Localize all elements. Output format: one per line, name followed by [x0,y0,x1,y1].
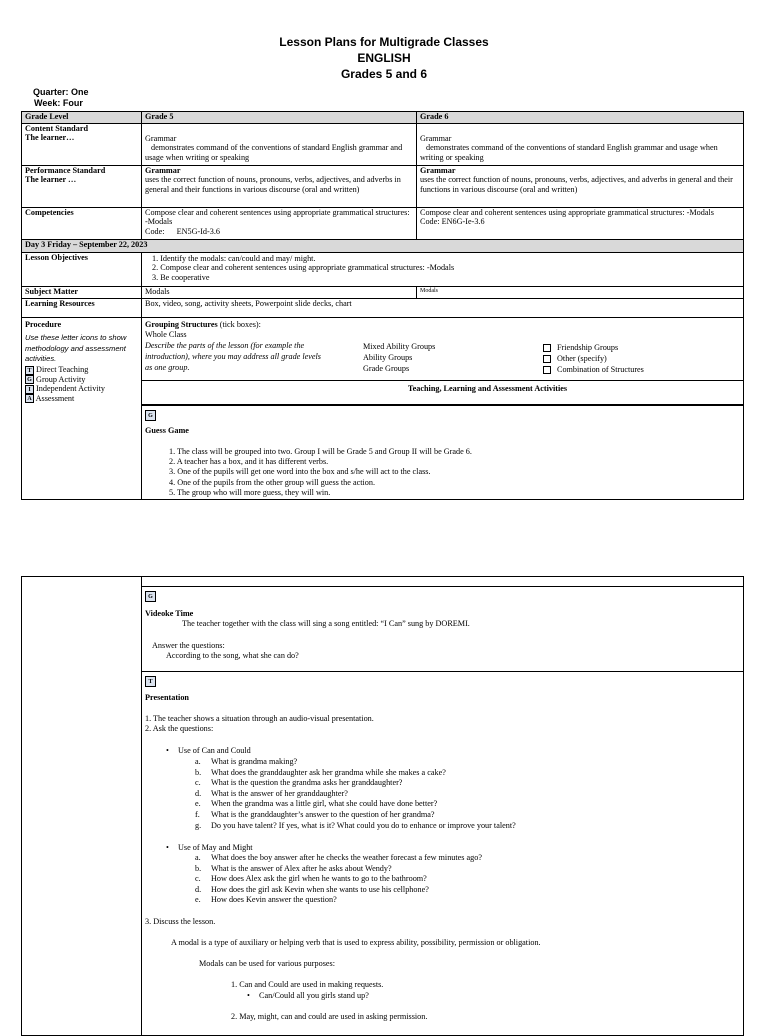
presentation-step: 1. The teacher shows a situation through an audio-visual presentation. [145,714,374,723]
day-row-text: Day 3 Friday – September 22, 2023 [25,240,148,249]
question-item: What is the granddaughter’s answer to the question of her grandma? [211,809,435,819]
legend-independent-activity [25,384,138,394]
legend-label: Group Activity [36,374,86,384]
activity-step: 3. One of the pupils will get one word into the box and s/he will act to the class. [169,467,431,477]
modal-definition: A modal is a type of auxiliary or helping verb that is used to express ability, possibility, permission or obligation. [171,938,541,947]
learning-resources-label [21,298,142,318]
competencies-g6-code: Code: EN6G-Ie-3.6 [420,217,485,227]
can-could-questions [195,757,516,831]
content-standard-g6 [416,123,744,166]
videoke-cell [141,586,744,672]
activity-step: 5. The group who will more guess, they will win. [169,487,331,497]
checkbox[interactable] [543,366,551,374]
procedure-label-cell [21,317,142,500]
content-standard-g5-title: Grammar [145,134,177,143]
modal-use: 2. May, might, can and could are used in asking permission. [231,1012,428,1021]
document-grades: Grades 5 and 6 [340,67,428,81]
performance-standard-g6-text: uses the correct function of nouns, pronouns, verbs, adjectives, and adverbs in general and their functions in various discourse (oral and written) [420,175,733,194]
independent-activity-icon: I [25,385,34,394]
legend-direct-teaching [25,365,138,375]
competencies-g5-text: Compose clear and coherent sentences using appropriate grammatical structures: -Modals [145,208,410,227]
option-friendship-groups[interactable] [543,343,618,353]
grouping-title: Grouping Structures [145,320,218,329]
legend-label: Assessment [35,393,75,403]
direct-teaching-icon: T [145,676,156,687]
videoke-line: The teacher together with the class will sing a song entitled: “I Can” sung by DOREMI. [182,619,470,628]
competencies-label [21,207,142,240]
procedure-title: Procedure [25,320,62,329]
modal-example: • Can/Could all you girls stand up? [259,991,369,1001]
competencies-g5 [141,207,417,240]
content-standard-g5-text: demonstrates command of the conventions of standard English grammar and usage when writing or speaking [145,143,403,162]
document-header [0,34,768,82]
grouping-hint: (tick boxes): [217,320,261,329]
question-item: What is grandma making? [211,757,298,766]
item-letter: c. [195,874,201,884]
describe-text: Describe the parts of the lesson (for example the introduction), where you may address all grade levels as one group. [145,341,321,372]
question-item: When the grandma was a little girl, what she could have done better? [211,799,438,809]
header-grade5-text: Grade 5 [145,112,174,121]
subject-matter-g5-text: Modals [145,287,170,296]
day-row [21,239,744,253]
legend-label: Direct Teaching [36,364,89,374]
procedure-note: Use these letter icons to show methodology and assessment activities. [25,333,127,364]
item-letter: b. [195,863,202,873]
direct-teaching-icon: T [25,366,34,375]
content-standard-title: Content Standard [25,124,89,133]
competencies-title: Competencies [25,208,74,217]
guess-game-title: Guess Game [145,426,189,435]
question-item: What is the question the grandma asks her granddaughter? [211,778,403,788]
question-item: How does Alex ask the girl when he wants to go to the bathroom? [211,874,427,884]
question-item: How does the girl ask Kevin when she wants to use his cellphone? [211,884,429,894]
whole-class-label: Whole Class [145,330,187,339]
competencies-g6 [416,207,744,240]
option-label: Combination of Structures [557,365,644,374]
item-letter: f. [195,809,200,819]
question-item: Do you have talent? If yes, what is it? What could you do to enhance or improve your talent? [211,820,516,830]
option-ability-groups: Ability Groups [363,353,413,362]
modal-use: 1. Can and Could are used in making requests. [231,980,384,989]
content-standard-label [21,123,142,166]
continued-left-cell [21,576,142,1036]
group-activity-icon: G [25,375,34,384]
option-label: Friendship Groups [557,343,619,352]
content-standard-g6-text: demonstrates command of the conventions of standard English grammar and usage when writing or speaking [420,143,718,162]
grouping-structures [145,320,261,330]
objective-item: 3. Be cooperative [152,272,210,282]
week-label: Week: Four [34,98,83,108]
checkbox[interactable] [543,355,551,363]
performance-standard-g5 [141,165,417,208]
group-activity-icon: G [145,410,156,421]
objective-item: 1. Identify the modals: can/could and may/ might. [152,254,316,263]
item-letter: d. [195,884,202,894]
competencies-g5-code: EN5G-Id-3.6 [176,226,220,236]
presentation-step: 3. Discuss the lesson. [145,917,216,926]
tla-heading-row [142,380,743,405]
guess-game-icon-wrap [145,410,156,421]
quarter-week [33,87,89,109]
document-subject: ENGLISH [357,51,411,65]
legend-label: Independent Activity [36,384,105,394]
tla-divider [142,405,743,406]
performance-standard-g6-title: Grammar [420,166,456,175]
bullet-may-might: • Use of May and Might [178,843,253,853]
option-label: Other (specify) [557,354,607,363]
objective-item: 2. Compose clear and coherent sentences using appropriate grammatical structures: -Modals [152,263,455,273]
performance-standard-sublabel: The learner … [25,175,77,185]
activity-step: 4. One of the pupils from the other group will guess the action. [169,477,376,487]
guess-game-steps [169,447,472,498]
tla-heading: Teaching, Learning and Assessment Activities [407,384,568,393]
option-other[interactable] [543,354,607,364]
content-standard-g6-title: Grammar [420,134,452,143]
learning-resources-text: Box, video, song, activity sheets, Powerpoint slide decks, chart [145,299,352,308]
videoke-question: According to the song, what she can do? [166,651,299,660]
subject-matter-title: Subject Matter [25,287,78,296]
item-letter: a. [195,757,201,766]
videoke-questions-label: Answer the questions: [152,641,225,650]
videoke-title: Videoke Time [145,609,194,618]
modal-purposes: Modals can be used for various purposes: [199,959,335,968]
legend-group-activity [25,375,138,385]
activity-step: 2. A teacher has a box, and it has different verbs. [169,457,329,467]
item-letter: a. [195,853,201,862]
option-mixed-ability: Mixed Ability Groups [363,342,436,351]
presentation-step: 2. Ask the questions: [145,724,214,733]
item-letter: e. [195,799,201,809]
content-standard-g5 [141,123,417,166]
performance-standard-title: Performance Standard [25,166,106,175]
document-title: Lesson Plans for Multigrade Classes [279,35,489,49]
question-item: What does the boy answer after he checks the weather forecast a few minutes ago? [211,853,482,862]
may-might-questions [195,853,482,906]
performance-standard-g5-title: Grammar [145,166,181,175]
item-letter: c. [195,778,201,788]
question-item: What is the answer of Alex after he asks about Wendy? [211,863,392,873]
question-item: How does Kevin answer the question? [211,895,337,905]
content-standard-sublabel: The learner… [25,133,75,143]
competencies-g6-text: Compose clear and coherent sentences using appropriate grammatical structures: -Modals [420,208,714,217]
lesson-objectives-title: Lesson Objectives [25,253,88,262]
quarter-label: Quarter: One [33,87,89,97]
item-letter: e. [195,895,201,905]
header-grade-level-text: Grade Level [25,112,69,121]
performance-standard-label [21,165,142,208]
item-letter: d. [195,788,202,798]
bullet-can-could: • Use of Can and Could [178,746,251,756]
activity-step: 1. The class will be grouped into two. Group I will be Grade 5 and Group II will be Grade 6. [169,447,472,456]
subject-matter-g6-text: Modals [420,288,438,294]
procedure-content [141,317,744,500]
performance-standard-g6 [416,165,744,208]
assessment-icon: A [25,394,34,403]
header-grade6-text: Grade 6 [420,112,449,121]
lesson-objectives-list [141,252,744,287]
group-activity-icon: G [145,591,156,602]
question-item: What does the granddaughter ask her grandma while she makes a cake? [211,767,446,777]
checkbox[interactable] [543,344,551,352]
item-letter: b. [195,767,202,777]
presentation-cell [141,671,744,1036]
option-grade-groups: Grade Groups [363,364,410,373]
question-item: What is the answer of her granddaughter? [211,788,348,798]
presentation-title: Presentation [145,693,189,702]
item-letter: g. [195,820,202,830]
learning-resources-title: Learning Resources [25,299,95,308]
option-combination[interactable] [543,365,644,375]
lesson-objectives-label [21,252,142,287]
performance-standard-g5-text: uses the correct function of nouns, pronouns, verbs, adjectives, and adverbs in general and their functions in various discourse (oral and written) [145,175,401,194]
learning-resources-value [141,298,744,318]
competencies-g5-code-label: Code: [145,226,165,236]
legend-assessment [25,394,138,404]
